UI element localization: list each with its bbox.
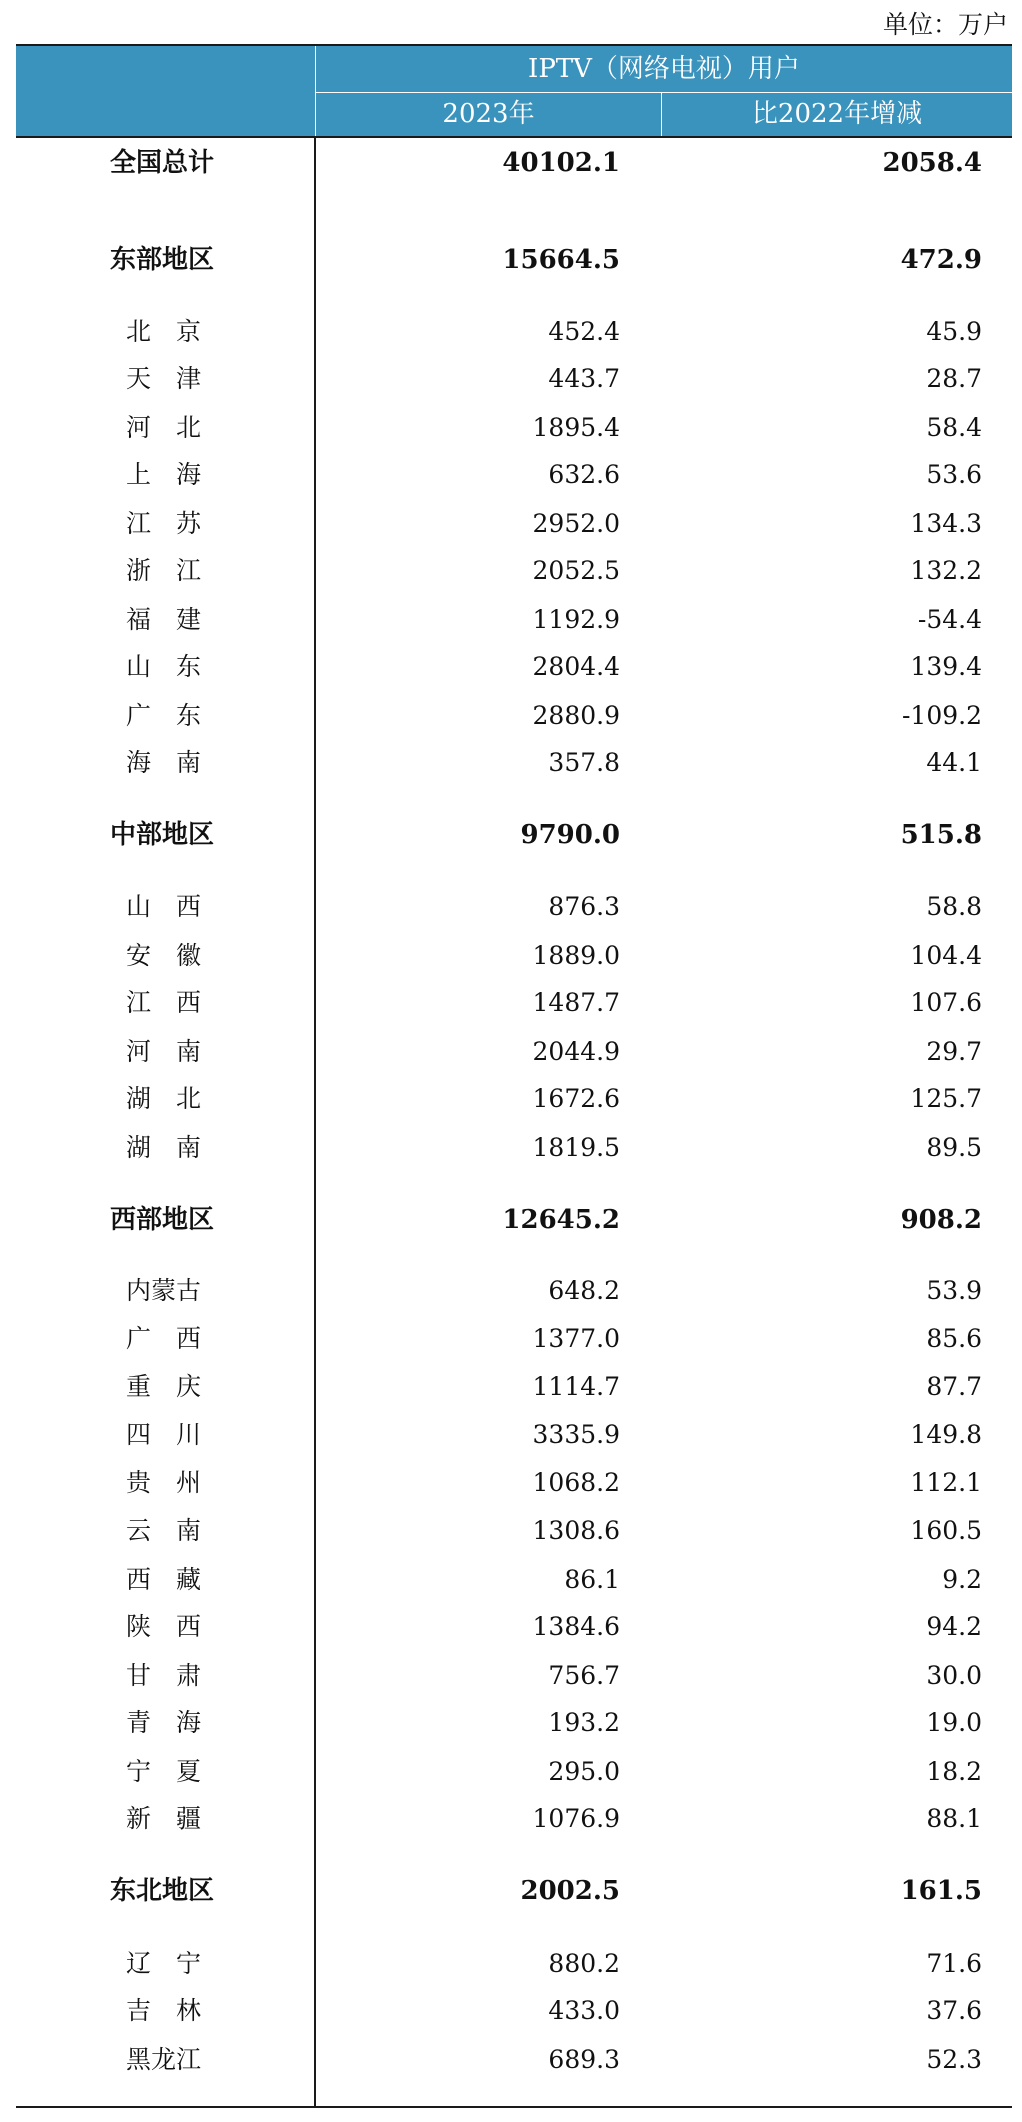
value-change: 58.4	[926, 413, 982, 442]
table-row	[16, 504, 1012, 544]
table-header	[16, 44, 1012, 138]
header-group-title: IPTV（网络电视）用户	[316, 46, 1012, 93]
value-change: -54.4	[917, 605, 982, 634]
region-total-row	[16, 1871, 1012, 1911]
table-row	[16, 359, 1012, 399]
value-2023: 443.7	[548, 364, 620, 393]
value-change: 94.2	[926, 1612, 982, 1641]
region-total-row	[16, 240, 1012, 280]
value-change: 44.1	[926, 748, 982, 777]
region-name: 陕 西	[126, 1612, 202, 1641]
region-total-row	[16, 1200, 1012, 1240]
region-name: 西 藏	[126, 1565, 202, 1594]
region-name: 贵 州	[126, 1468, 202, 1497]
value-change: 28.7	[926, 364, 982, 393]
table-row	[16, 743, 1012, 783]
value-2023: 2044.9	[532, 1037, 620, 1066]
region-name: 东部地区	[110, 245, 215, 275]
value-2023: 2052.5	[532, 556, 620, 585]
value-2023: 15664.5	[502, 245, 620, 275]
value-2023: 1895.4	[532, 413, 620, 442]
value-change: 29.7	[926, 1037, 982, 1066]
table-row	[16, 312, 1012, 352]
value-change: 71.6	[926, 1949, 982, 1978]
value-2023: 452.4	[548, 317, 620, 346]
value-2023: 756.7	[548, 1661, 620, 1690]
table-row	[16, 1703, 1012, 1743]
value-2023: 357.8	[548, 748, 620, 777]
value-2023: 1487.7	[532, 988, 620, 1017]
region-name: 江 苏	[126, 509, 202, 538]
value-change: 515.8	[900, 820, 982, 850]
region-name: 江 西	[126, 988, 202, 1017]
region-name: 黑龙江	[126, 2045, 202, 2074]
region-name: 福 建	[126, 605, 202, 634]
table-row	[16, 1752, 1012, 1792]
value-2023: 1192.9	[532, 605, 620, 634]
value-change: 139.4	[910, 652, 982, 681]
table-bottom-rule	[16, 2106, 1012, 2108]
value-2023: 1819.5	[532, 1133, 620, 1162]
value-change: 52.3	[926, 2045, 982, 2074]
region-name: 山 东	[126, 652, 202, 681]
value-2023: 433.0	[548, 1996, 620, 2025]
value-2023: 2880.9	[532, 701, 620, 730]
value-2023: 1672.6	[532, 1084, 620, 1113]
region-name: 广 东	[126, 701, 202, 730]
region-name: 天 津	[126, 364, 202, 393]
table-row	[16, 551, 1012, 591]
region-name: 青 海	[126, 1708, 202, 1737]
header-blank-cell	[16, 46, 316, 136]
table-row	[16, 1656, 1012, 1696]
table-row	[16, 1079, 1012, 1119]
value-change: 160.5	[910, 1516, 982, 1545]
table-row	[16, 600, 1012, 640]
table-row	[16, 1560, 1012, 1600]
value-2023: 1308.6	[532, 1516, 620, 1545]
value-change: 18.2	[926, 1757, 982, 1786]
region-name: 西部地区	[110, 1205, 215, 1235]
region-name: 湖 南	[126, 1133, 202, 1162]
value-change: 112.1	[910, 1468, 982, 1497]
header-col-2023: 2023年	[316, 93, 662, 136]
table-row	[16, 936, 1012, 976]
region-name: 北 京	[126, 317, 202, 346]
table-row	[16, 1367, 1012, 1407]
value-2023: 1889.0	[532, 941, 620, 970]
table-row	[16, 647, 1012, 687]
value-change: 88.1	[926, 1804, 982, 1833]
value-2023: 40102.1	[502, 148, 620, 178]
table-row	[16, 696, 1012, 736]
table-row	[16, 1944, 1012, 1984]
value-change: 132.2	[910, 556, 982, 585]
region-name: 新 疆	[126, 1804, 202, 1833]
value-2023: 632.6	[548, 460, 620, 489]
value-change: 908.2	[900, 1205, 982, 1235]
value-change: 37.6	[926, 1996, 982, 2025]
region-name: 四 川	[126, 1420, 202, 1449]
value-change: 161.5	[900, 1876, 982, 1906]
value-2023: 1076.9	[532, 1804, 620, 1833]
region-name: 东北地区	[110, 1876, 215, 1906]
value-2023: 880.2	[548, 1949, 620, 1978]
value-change: 19.0	[926, 1708, 982, 1737]
table-row	[16, 1607, 1012, 1647]
table-row	[16, 1463, 1012, 1503]
value-2023: 295.0	[548, 1757, 620, 1786]
region-name: 甘 肃	[126, 1661, 202, 1690]
region-total-row	[16, 815, 1012, 855]
region-name: 上 海	[126, 460, 202, 489]
table-row	[16, 1511, 1012, 1551]
table-row	[16, 983, 1012, 1023]
value-change: 58.8	[926, 892, 982, 921]
value-change: 107.6	[910, 988, 982, 1017]
region-name: 河 北	[126, 413, 202, 442]
value-2023: 3335.9	[532, 1420, 620, 1449]
value-change: 89.5	[926, 1133, 982, 1162]
region-name: 云 南	[126, 1516, 202, 1545]
value-change: -109.2	[901, 701, 982, 730]
value-2023: 193.2	[548, 1708, 620, 1737]
value-change: 53.9	[926, 1276, 982, 1305]
table-row	[16, 455, 1012, 495]
table-row	[16, 1991, 1012, 2031]
value-2023: 86.1	[564, 1565, 620, 1594]
value-2023: 1384.6	[532, 1612, 620, 1641]
region-name: 辽 宁	[126, 1949, 202, 1978]
table-row	[16, 1799, 1012, 1839]
region-name: 浙 江	[126, 556, 202, 585]
region-name: 内蒙古	[126, 1276, 202, 1305]
region-name: 安 徽	[126, 941, 202, 970]
value-2023: 689.3	[548, 2045, 620, 2074]
value-change: 9.2	[942, 1565, 982, 1594]
table-row	[16, 1032, 1012, 1072]
region-name: 全国总计	[110, 148, 215, 178]
region-name: 湖 北	[126, 1084, 202, 1113]
value-change: 104.4	[910, 941, 982, 970]
value-2023: 876.3	[548, 892, 620, 921]
value-change: 149.8	[910, 1420, 982, 1449]
region-name: 山 西	[126, 892, 202, 921]
value-change: 125.7	[910, 1084, 982, 1113]
region-name: 河 南	[126, 1037, 202, 1066]
table-row	[16, 1271, 1012, 1311]
region-total-row	[16, 143, 1012, 183]
value-2023: 1068.2	[532, 1468, 620, 1497]
region-name: 广 西	[126, 1324, 202, 1353]
value-2023: 1114.7	[532, 1372, 620, 1401]
region-name: 重 庆	[126, 1372, 202, 1401]
region-name: 海 南	[126, 748, 202, 777]
region-name: 宁 夏	[126, 1757, 202, 1786]
header-col-diff: 比2022年增减	[751, 99, 923, 129]
region-name: 中部地区	[110, 820, 215, 850]
value-change: 87.7	[926, 1372, 982, 1401]
unit-label: 单位：万户	[882, 10, 1008, 39]
table-row	[16, 1128, 1012, 1168]
value-change: 85.6	[926, 1324, 982, 1353]
value-2023: 648.2	[548, 1276, 620, 1305]
value-change: 472.9	[900, 245, 982, 275]
value-2023: 2952.0	[532, 509, 620, 538]
value-2023: 9790.0	[520, 820, 620, 850]
value-change: 30.0	[926, 1661, 982, 1690]
table-row	[16, 1319, 1012, 1359]
value-2023: 1377.0	[532, 1324, 620, 1353]
table-row	[16, 887, 1012, 927]
region-name: 吉 林	[126, 1996, 202, 2025]
table-row	[16, 2040, 1012, 2080]
value-change: 2058.4	[882, 148, 982, 178]
value-change: 45.9	[926, 317, 982, 346]
value-change: 53.6	[926, 460, 982, 489]
value-2023: 2804.4	[532, 652, 620, 681]
value-2023: 12645.2	[502, 1205, 620, 1235]
value-2023: 2002.5	[520, 1876, 620, 1906]
table-row	[16, 408, 1012, 448]
value-change: 134.3	[910, 509, 982, 538]
table-row	[16, 1415, 1012, 1455]
